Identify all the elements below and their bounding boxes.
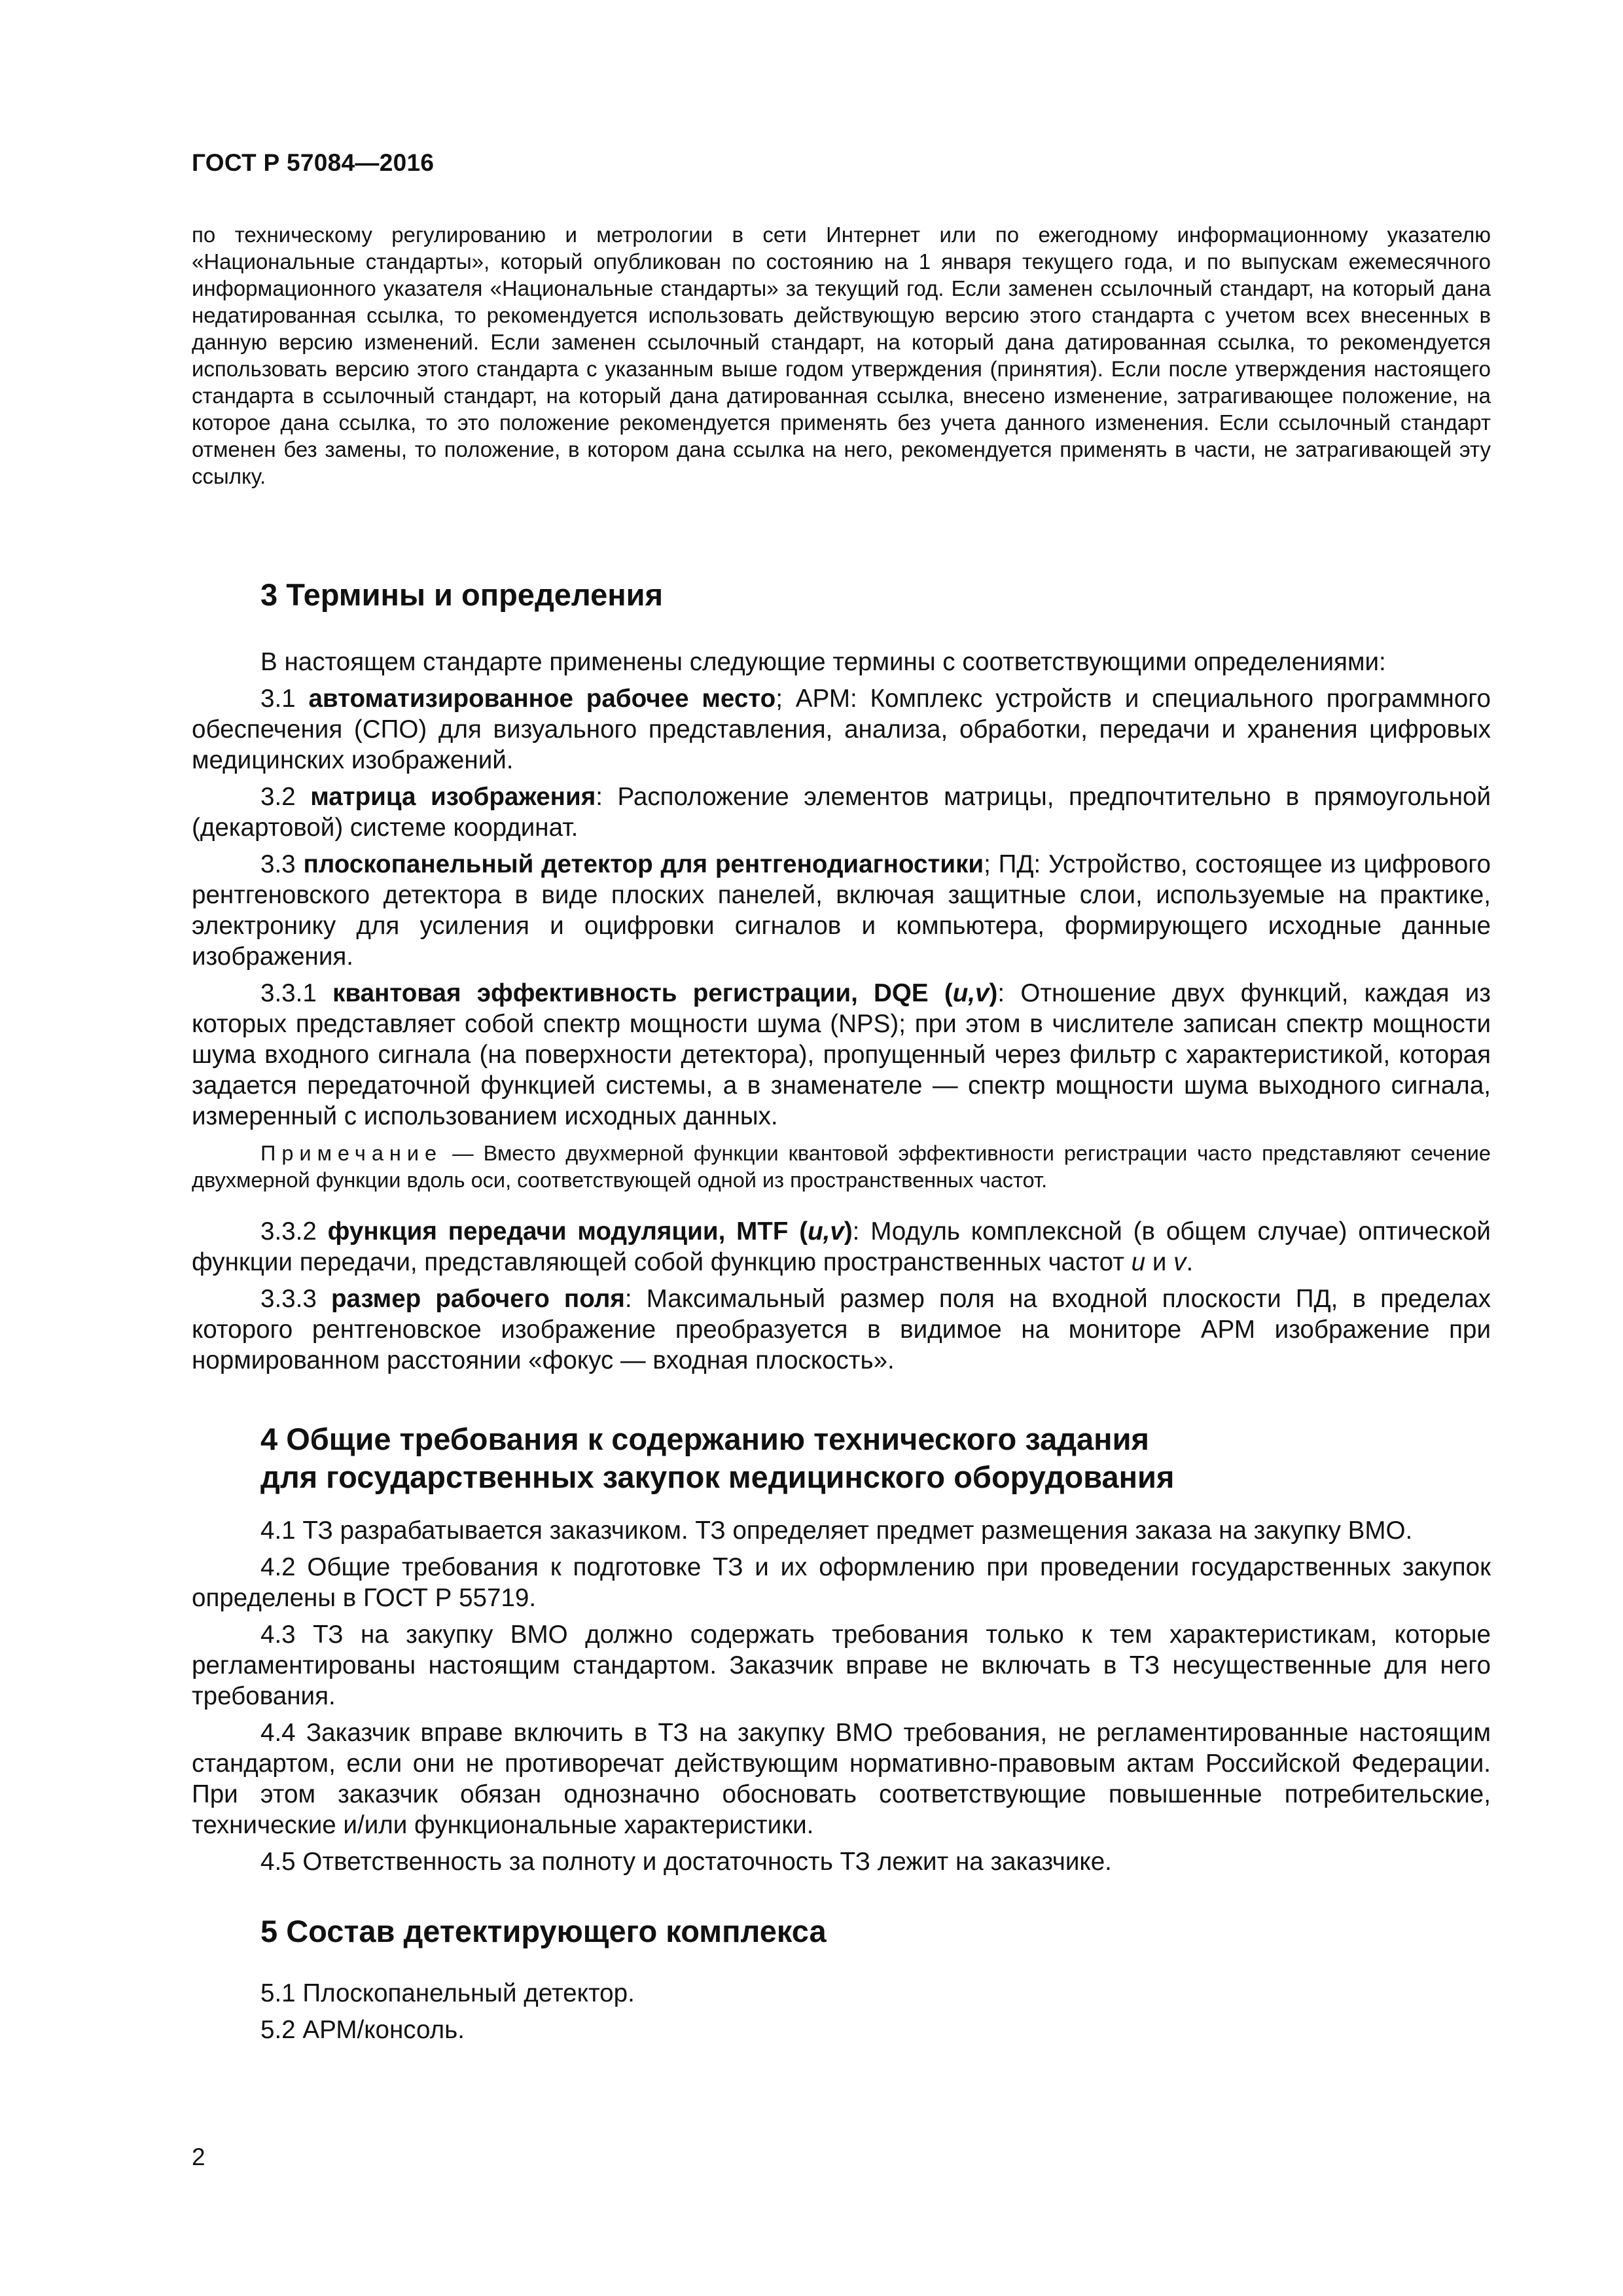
clause-5-2: 5.2 АРМ/консоль. (260, 2016, 465, 2044)
term-title (328, 1217, 853, 1246)
term-title: плоскопанельный детектор для рентгенодиагностики (303, 850, 984, 878)
term-definition: : Модуль комплексной (в общем случае) оптической функции передачи, представляющей собой функцию пространственных частот (192, 1217, 1491, 1276)
variable-u: u (1131, 1248, 1146, 1276)
term-definition: : Расположение элементов матрицы, предпочтительно в прямоугольной (декартовой) системе координат. (192, 783, 1491, 842)
term-title: матрица изображения (310, 783, 596, 811)
term-title: размер рабочего поля (330, 1285, 625, 1313)
term-3-3-3 (192, 1283, 1491, 1376)
term-definition: ; ПД: Устройство, состоящее из цифрового рентгеновского детектора в виде плоских панелей, включая защитные слои, используемые на практике, электронику для усиления и оцифровки сигналов и компьютера, формирующего исходные данные изображения. (192, 850, 1491, 971)
note-label: Примечание (260, 1141, 443, 1165)
section-4-heading-line-2: для государственных закупок медицинского оборудования (260, 1460, 1175, 1494)
term-number: 3.3.3 (260, 1285, 331, 1313)
term-3-1 (192, 683, 1491, 776)
clause-4-4: 4.4 Заказчик вправе включить в ТЗ на закупку ВМО требования, не регламентированные настоящим стандартом, если они не противоречат действующим нормативно-правовым актам Российской Федерации. При этом заказчик обязан однозначно обосновать соответствующие повышенные потребительские, технические и/или функциональные характеристики. (192, 1719, 1491, 1839)
section-4-heading (260, 1420, 1174, 1496)
term-title-variables: u,v (952, 979, 990, 1007)
page-number: 2 (192, 2144, 205, 2170)
term-title-main: квантовая эффективность регистрации, DQE ( (332, 979, 953, 1007)
section-5-body (192, 1978, 1491, 2045)
term-title (332, 979, 997, 1007)
intro-paragraph (192, 221, 1491, 490)
term-title-close: ) (989, 979, 998, 1007)
term-3-3-2 (192, 1216, 1491, 1278)
clause-4-5: 4.5 Ответственность за полноту и достаточность ТЗ лежит на заказчике. (260, 1848, 1112, 1876)
term-definition: : Максимальный размер поля на входной плоскости ПД, в пределах которого рентгеновское изображение преобразуется в видимое на мониторе АРМ изображение при нормированном расстоянии «фокус — входная плоскость». (192, 1285, 1491, 1374)
section-3-body (192, 647, 1491, 1132)
term-title: автоматизированное рабочее место (308, 685, 776, 713)
intro-text: по техническому регулированию и метрологии в сети Интернет или по ежегодному информационному указателю «Национальные стандарты», который опубликован по состоянию на 1 января текущего года, и по выпускам ежемесячного информационного указателя «Национальные стандарты» за текущий год. Если заменен ссылочный стандарт, на который дана недатированная ссылка, то рекомендуется использовать действующую версию этого стандарта с учетом всех внесенных в данную версию изменений. Если заменен ссылочный стандарт, на который дана датированная ссылка, то рекомендуется использовать версию этого стандарта с указанным выше годом утверждения (принятия). Если после утверждения настоящего стандарта в ссылочный стандарт, на который дана датированная ссылка, внесено изменение, затрагивающее положение, на которое дана ссылка, то это положение рекомендуется применять без учета данного изменения. Если ссылочный стандарт отменен без замены, то положение, в котором дана ссылка на него, рекомендуется применять в части, не затрагивающей эту ссылку. (192, 223, 1491, 488)
note-paragraph (192, 1140, 1491, 1194)
term-title-variables: u,v (808, 1217, 844, 1246)
clause-4-2: 4.2 Общие требования к подготовке ТЗ и их оформлению при проведении государственных закупок определены в ГОСТ Р 55719. (192, 1553, 1491, 1612)
term-3-3-1 (192, 978, 1491, 1132)
section-3-body-continued (192, 1216, 1491, 1376)
section-4-body (192, 1515, 1491, 1877)
term-definition: ; АРМ: Комплекс устройств и специального программного обеспечения (СПО) для визуального представления, анализа, обработки, передачи и хранения цифровых медицинских изображений. (192, 685, 1491, 774)
term-number: 3.2 (260, 783, 311, 811)
note-text: — Вместо двухмерной функции квантовой эффективности регистрации часто представляют сечение двухмерной функции вдоль оси, соответствующей одной из пространственных частот. (192, 1141, 1491, 1192)
term-3-2 (192, 781, 1491, 843)
period: . (1186, 1248, 1194, 1276)
term-definition: : Отношение двух функций, каждая из которых представляет собой спектр мощности шума (NPS); при этом в числителе записан спектр мощности шума входного сигнала (на поверхности детектора), пропущенный через фильтр с характеристикой, которая задается передаточной функцией системы, а в знаменателе — спектр мощности шума выходного сигнала, измеренный с использованием исходных данных. (192, 979, 1491, 1130)
note-block (192, 1140, 1491, 1194)
clause-4-3: 4.3 ТЗ на закупку ВМО должно содержать требования только к тем характеристикам, которые регламентированы настоящим стандартом. Заказчик вправе не включать в ТЗ несущественные для него требования. (192, 1621, 1491, 1710)
standard-code-header: ГОСТ Р 57084—2016 (192, 149, 435, 176)
clause-4-1: 4.1 ТЗ разрабатывается заказчиком. ТЗ определяет предмет размещения заказа на закупку ВМО. (260, 1516, 1413, 1545)
term-title-main: функция передачи модуляции, MTF ( (327, 1217, 808, 1246)
term-title-close: ) (844, 1217, 853, 1246)
term-number: 3.3 (260, 850, 304, 878)
section-5-heading: 5 Состав детектирующего комплекса (260, 1914, 827, 1948)
section-3-lead: В настоящем стандарте применены следующие термины с соответствующими определениями: (260, 648, 1386, 676)
term-number: 3.1 (260, 685, 309, 713)
term-3-3 (192, 849, 1491, 972)
term-number: 3.3.1 (260, 979, 333, 1007)
section-3-heading: 3 Термины и определения (260, 577, 663, 612)
clause-5-1: 5.1 Плоскопанельный детектор. (260, 1979, 635, 2007)
section-4-heading-line-1: 4 Общие требования к содержанию технического задания (260, 1422, 1149, 1456)
term-number: 3.3.2 (260, 1217, 328, 1246)
conjunction: и (1145, 1248, 1174, 1276)
variable-v: v (1173, 1248, 1186, 1276)
